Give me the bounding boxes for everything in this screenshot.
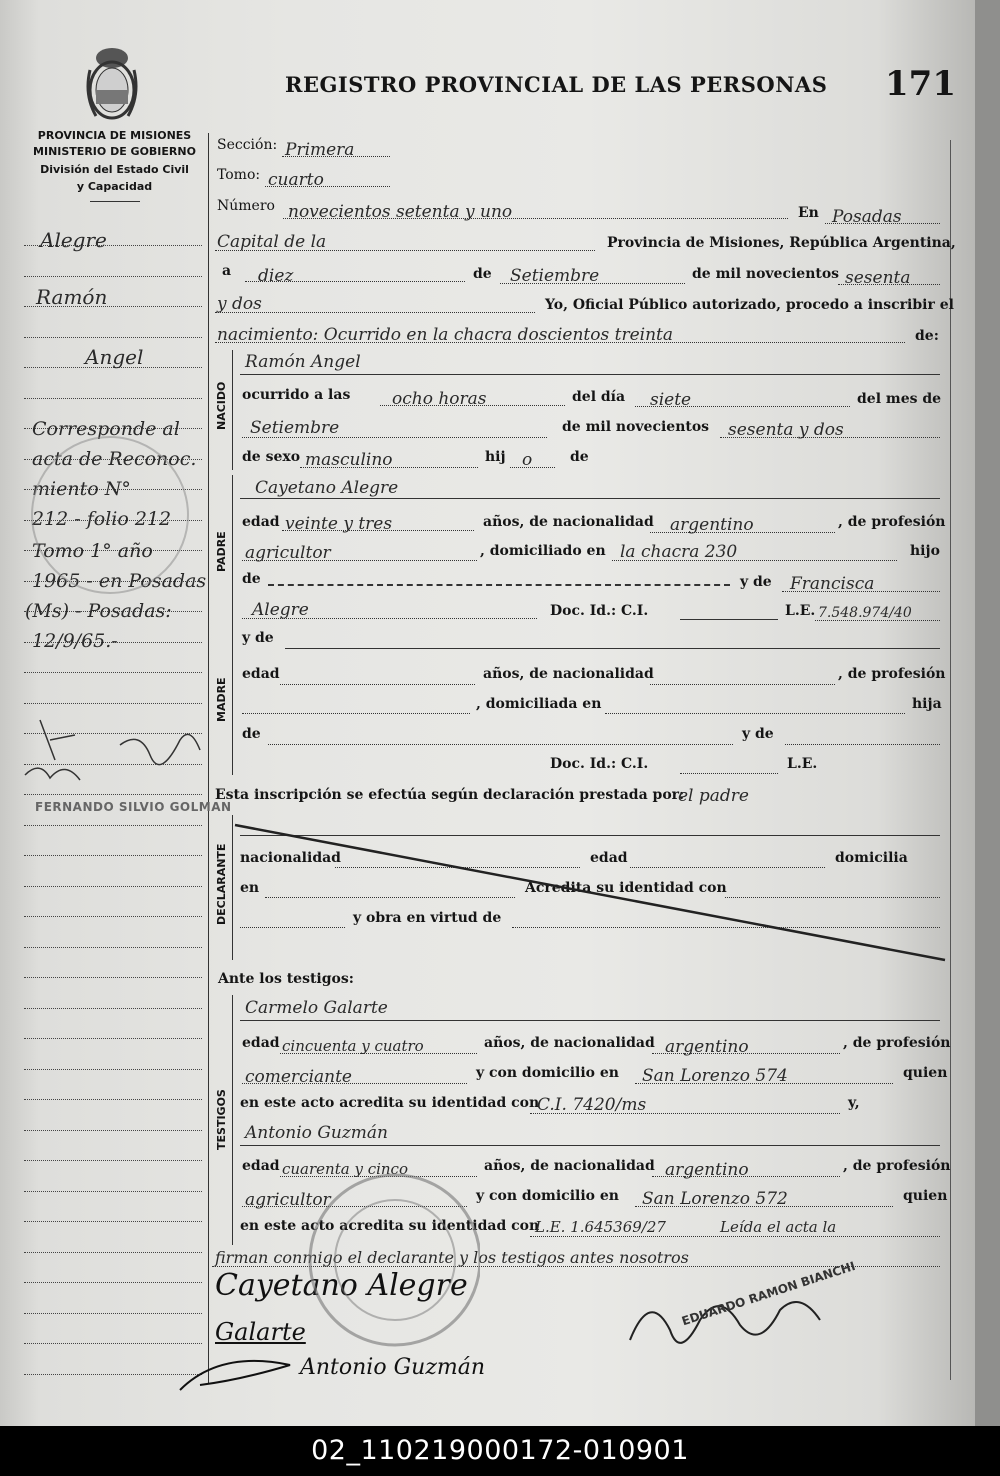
margin-ruled-line [24, 916, 202, 917]
field-seccion: Primera [285, 140, 355, 160]
anio-b-line [215, 312, 535, 313]
margin-ruled-line [24, 1252, 202, 1253]
margin-ruled-line [24, 276, 202, 277]
field-nombre: Ramón Angel [245, 352, 361, 372]
right-border [950, 140, 951, 1380]
t1-nombre-line [240, 1020, 940, 1021]
act-number: 171 [885, 64, 956, 104]
field-inscripcion: nacimiento: Ocurrido en la chacra doscientos treinta [217, 325, 673, 345]
madre-de-line2 [268, 744, 733, 745]
label-t1-anos: años, de nacionalidad [484, 1035, 655, 1051]
label-del-mes: del mes de [857, 391, 942, 407]
field-padre-ap: Alegre [252, 600, 309, 620]
margin-note-line: Tomo 1° año [32, 540, 153, 562]
margin-ruled-line [24, 672, 202, 673]
label-decl-obra: y obra en virtud de [353, 910, 502, 926]
signature-t2: Antonio Guzmán [300, 1355, 486, 1380]
hij-line [510, 467, 555, 468]
label-decl-edad: edad [590, 850, 628, 866]
label-de-colon: de: [915, 328, 939, 344]
label-t1-quien: quien [903, 1065, 948, 1081]
margin-ruled-line [24, 1130, 202, 1131]
madre-prof-line [242, 713, 470, 714]
scan-edge [975, 0, 1000, 1426]
padre-ci-line [680, 619, 778, 620]
margin-note-line: miento N° [32, 478, 131, 500]
madre-dom-line [605, 713, 905, 714]
signature-flourish-icon [170, 1330, 310, 1400]
coat-of-arms-icon [82, 40, 142, 122]
madre-nac-line [650, 684, 835, 685]
margin-ruled-line [24, 855, 202, 856]
label-t1-y: y, [848, 1095, 860, 1111]
margin-note-line: Ramón [36, 285, 108, 309]
margin-note-line: Angel [85, 345, 144, 369]
field-hora: ocho horas [392, 389, 487, 409]
testigos-divider [232, 995, 233, 1245]
label-decl-nacionalidad: nacionalidad [240, 850, 341, 866]
field-dia-nac: siete [650, 390, 692, 410]
signature-padre: Cayetano Alegre [215, 1268, 468, 1303]
field-t1-nac: argentino [665, 1037, 749, 1057]
field-declarante: el padre [678, 786, 749, 806]
label-madre-prof: , de profesión [838, 666, 946, 682]
label-decl-acredita: Acredita su identidad con [525, 880, 727, 896]
official-signature-icon [620, 1280, 850, 1380]
label-t2-quien: quien [903, 1188, 948, 1204]
official-stamp: EDUARDO RAMON BIANCHI [680, 1258, 857, 1329]
label-t2-edad: edad [242, 1158, 280, 1174]
label-madre-anos: años, de nacionalidad [483, 666, 654, 682]
field-padre-prof: agricultor [245, 543, 331, 563]
field-t1-id: C.I. 7420/ms [537, 1095, 647, 1115]
margin-ruled-line [24, 947, 202, 948]
margin-ruled-line [24, 825, 202, 826]
field-padre-nac: argentino [670, 515, 754, 535]
field-hij: o [522, 450, 533, 470]
label-numero: Número [217, 198, 275, 214]
field-dia: diez [258, 266, 294, 286]
t2-id-line [530, 1236, 940, 1237]
padre-de-line [268, 584, 730, 586]
madre-nombre-line [285, 648, 940, 649]
side-label-testigos: TESTIGOS [215, 1089, 228, 1150]
t2-nombre-line [240, 1145, 940, 1146]
madre-edad-line [280, 684, 475, 685]
field-anio-nac: sesenta y dos [728, 420, 844, 440]
side-label-nacido: NACIDO [215, 381, 228, 430]
ministry-line1: PROVINCIA DE MISIONES [37, 129, 192, 142]
margin-note-line: 12/9/65.- [32, 630, 118, 652]
margin-ruled-line [24, 1313, 202, 1314]
field-cierre2: firman conmigo el declarante y los testigos antes nosotros [215, 1248, 689, 1267]
field-mes: Setiembre [510, 266, 600, 286]
label-y-de: y de [740, 574, 772, 590]
margin-signature-icon [20, 700, 210, 800]
label-t2-acto: en este acto acredita su identidad con [240, 1218, 540, 1234]
side-label-madre: MADRE [215, 677, 228, 722]
field-t2-dom: San Lorenzo 572 [642, 1189, 788, 1209]
field-numero: novecientos setenta y uno [288, 202, 513, 222]
margin-note-line: (Ms) - Posadas: [25, 600, 172, 622]
field-padre-edad: veinte y tres [285, 514, 393, 534]
side-label-declarante: DECLARANTE [215, 843, 228, 925]
label-a: a [222, 263, 232, 279]
field-t2-nac: argentino [665, 1160, 749, 1180]
label-tomo: Tomo: [217, 167, 261, 183]
cancel-stroke-icon [230, 820, 950, 970]
label-hijo: hijo [910, 543, 940, 559]
label-madre-le: L.E. [787, 756, 818, 772]
label-madre-de: de [242, 726, 261, 742]
field-t2-prof: agricultor [245, 1190, 331, 1210]
label-seccion: Sección: [217, 137, 278, 153]
label-t1-edad: edad [242, 1035, 280, 1051]
field-padre-nombre: Cayetano Alegre [255, 478, 399, 498]
margin-ruled-line [24, 1099, 202, 1100]
margin-ruled-line [24, 337, 202, 338]
nacido-divider [232, 350, 233, 470]
label-padre-doc: Doc. Id.: C.I. [550, 603, 649, 619]
padre-divider [232, 475, 233, 630]
field-sexo: masculino [305, 450, 393, 470]
circular-stamp-icon [0, 430, 215, 600]
margin-note-line: acta de Reconoc. [32, 448, 197, 470]
label-t1-acto: en este acto acredita su identidad con [240, 1095, 540, 1111]
label-padre-le: L.E. [785, 603, 816, 619]
label-de: de [473, 266, 492, 282]
margin-stamp: FERNANDO SILVIO GOLMAN [35, 800, 232, 814]
label-declaracion: Esta inscripción se efectúa según declaración prestada por: [215, 787, 685, 803]
margin-ruled-line [24, 1221, 202, 1222]
ministry-underline [90, 201, 140, 202]
label-t2-con-dom: y con domicilio en [476, 1188, 619, 1204]
margin-ruled-line [24, 1008, 202, 1009]
field-t1-nombre: Carmelo Galarte [245, 998, 388, 1018]
label-madre-edad: edad [242, 666, 280, 682]
margin-ruled-line [24, 398, 202, 399]
page-title: REGISTRO PROVINCIAL DE LAS PERSONAS [285, 72, 828, 97]
margin-note-line: Alegre [40, 228, 107, 252]
margin-ruled-line [24, 1191, 202, 1192]
label-de-sexo: de [570, 449, 589, 465]
seal-stamp-icon [300, 1160, 480, 1360]
label-padre-prof: , de profesión [838, 514, 946, 530]
label-ocurrido: ocurrido a las [242, 387, 351, 403]
label-t1-prof: , de profesión [843, 1035, 951, 1051]
ministry-line3: División del Estado Civil [40, 163, 189, 176]
field-en: Posadas [832, 207, 902, 227]
margin-ruled-line [24, 1038, 202, 1039]
label-de-mil-nov: de mil novecientos [562, 419, 710, 435]
field-t1-dom: San Lorenzo 574 [642, 1066, 788, 1086]
label-sexo: de sexo [242, 449, 301, 465]
label-hij: hij [485, 449, 506, 465]
label-t1-con-dom: y con domicilio en [476, 1065, 619, 1081]
label-decl-en: en [240, 880, 260, 896]
margin-ruled-line [24, 1069, 202, 1070]
field-anio-b: y dos [217, 294, 262, 314]
margin-note-line: 1965 - en Posadas [32, 570, 207, 592]
label-padre-edad: edad [242, 514, 280, 530]
label-en: En [798, 205, 819, 221]
label-madre-yde: y de [242, 630, 274, 646]
label-hija: hija [912, 696, 942, 712]
margin-note-line: Corresponde al [32, 418, 180, 440]
label-domiciliada: , domiciliada en [476, 696, 602, 712]
margin-ruled-line [24, 886, 202, 887]
label-madre-y-de: y de [742, 726, 774, 742]
field-padre-le: 7.548.974/40 [818, 605, 912, 621]
field-t1-edad: cincuenta y cuatro [282, 1037, 424, 1055]
signature-t1: Galarte [215, 1318, 306, 1346]
label-domiciliado: , domiciliado en [480, 543, 606, 559]
label-padre-anos: años, de nacionalidad [483, 514, 654, 530]
field-t2-nombre: Antonio Guzmán [245, 1123, 389, 1143]
label-t2-prof: , de profesión [843, 1158, 951, 1174]
madre-yde-line [785, 744, 940, 745]
ministry-line4: y Capacidad [76, 180, 153, 193]
margin-ruled-line [24, 1160, 202, 1161]
margin-note-line: 212 - folio 212 [32, 508, 172, 530]
field-t2-id: L.E. 1.645369/27 [535, 1218, 666, 1236]
field-anio-a: sesenta [845, 268, 911, 288]
label-provincia: Provincia de Misiones, República Argentina, [607, 235, 956, 251]
ministry-line2: MINISTERIO DE GOBIERNO [33, 145, 196, 158]
field-madre-de: Francisca [790, 574, 875, 594]
scan-id-footer: 02_110219000172-010901 [0, 1426, 1000, 1476]
label-madre-doc: Doc. Id.: C.I. [550, 756, 649, 772]
padre-nombre-line [240, 498, 940, 499]
side-label-padre: PADRE [215, 531, 228, 572]
label-decl-domicilia: domicilia [835, 850, 908, 866]
field-cierre1: Leída el acta la [720, 1218, 837, 1236]
nombre-line [240, 374, 940, 375]
margin-ruled-line [24, 977, 202, 978]
field-tomo: cuarto [268, 170, 324, 190]
field-capital: Capital de la [217, 232, 327, 252]
label-yo: Yo, Oficial Público autorizado, procedo a inscribir el [545, 297, 954, 313]
label-del-dia: del día [572, 389, 626, 405]
label-t2-anos: años, de nacionalidad [484, 1158, 655, 1174]
label-de-mil: de mil novecientos [692, 266, 840, 282]
field-mes-nac: Setiembre [250, 418, 340, 438]
field-padre-dom: la chacra 230 [620, 542, 738, 562]
margin-ruled-line [24, 1282, 202, 1283]
label-testigos: Ante los testigos: [218, 971, 354, 987]
field-t1-prof: comerciante [245, 1067, 352, 1087]
field-t2-edad: cuarenta y cinco [282, 1160, 408, 1178]
madre-ci-line [680, 773, 778, 774]
madre-divider [232, 630, 233, 775]
label-padre-de: de [242, 571, 261, 587]
